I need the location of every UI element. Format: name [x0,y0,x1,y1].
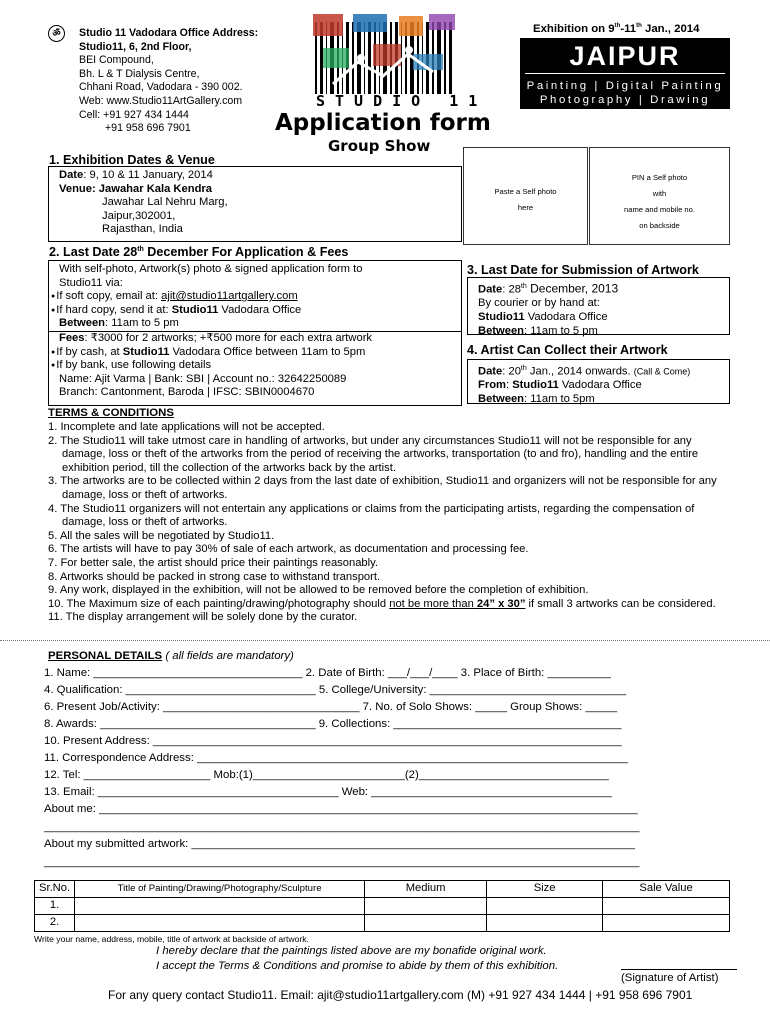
terms-item: 9. Any work, displayed in the exhibition, will not be allowed to be removed before the completion of exhibition. [48,584,589,597]
size-cell[interactable] [487,915,603,932]
sale-value-cell[interactable] [603,898,730,915]
size-cell[interactable] [487,898,603,915]
banner-divider [525,73,725,74]
date-line: Date: 28th December, 2013 [478,281,619,296]
instruction-line: With self-photo, Artwork(s) photo & signed application form to [59,263,363,275]
correspondence-address-field[interactable]: 11. Correspondence Address: ____________________________________________________________________ [44,752,628,764]
address-line: Cell: +91 927 434 1444 [79,108,189,121]
soft-copy-line: ● If soft copy, email at: ajit@studio11artgallery.com [49,290,461,304]
qualification-field[interactable]: 4. Qualification: ______________________________ 5. College/University: _______________________________ [44,684,627,696]
contact-footer: For any query contact Studio11. Email: ajit@studio11artgallery.com (M) +91 927 434 1444 | +91 958 696 7901 [108,988,693,1002]
terms-item: 11. The display arrangement will be solely done by the curator. [48,611,358,624]
office-address [79,27,258,136]
date-line: Date: 20th Jan., 2014 onwards. (Call & Come) [478,365,691,378]
photo-instruction: name and mobile no. [624,205,695,214]
page-subtitle: Group Show [328,137,431,155]
about-me-field[interactable]: About me: _____________________________________________________________________________________ [44,803,638,815]
present-address-field[interactable]: 10. Present Address: __________________________________________________________________________ [44,735,622,747]
declaration-line: I hereby declare that the paintings listed above are my bonafide original work. [156,945,547,957]
terms-item: 5. All the sales will be negotiated by Studio11. [48,529,275,542]
col-header: Medium [365,881,487,898]
col-header: Sr.No. [35,881,75,898]
terms-item: 4. The Studio11 organizers will not entertain any applications or claims from the participating artists, regarding the compensation of damage, loss or theft of artworks. [48,502,695,529]
date-line: Date: 9, 10 & 11 January, 2014 [59,169,213,181]
table-row [35,915,730,932]
cash-line: ● If by cash, at Studio11 Vadodara Office between 11am to 5pm [49,346,461,360]
city-name: JAIPUR [569,41,681,71]
bank-details: Name: Ajit Varma | Bank: SBI | Account no.: 32642250089 [59,372,347,385]
declaration-line: I accept the Terms & Conditions and promise to abide by them of this exhibition. [156,960,559,972]
terms-item: 8. Artworks should be packed in strong case to withstand transport. [48,570,381,583]
terms-item: 1. Incomplete and late applications will not be accepted. [48,421,325,433]
medium-cell[interactable] [365,915,487,932]
email-link[interactable]: ajit@studio11artgallery.com [161,290,298,303]
terms-item: 2. The Studio11 will take utmost care in handling of artworks, but under any circumstances Studio11 will not be responsible for any damage, loss or theft of the artworks from the period of receiving the artworks, transportation (to and fro), handling and the entire exhibition period, till the collection of the artworks back by the artist. [48,434,699,474]
venue-address-line: Jaipur,302001, [102,209,176,222]
pin-photo-box [589,147,730,245]
submission-box [467,277,730,335]
paste-photo-box [463,147,588,245]
personal-details-heading: PERSONAL DETAILS ( all fields are mandatory) [48,650,294,662]
about-artwork-field-cont[interactable]: ______________________________________________________________________________________________ [44,856,640,868]
address-title: Studio 11 Vadodara Office Address: [79,27,259,39]
artwork-note: Write your name, address, mobile, title of artwork at backside of artwork. [34,934,309,944]
title-cell[interactable] [75,915,365,932]
exhibition-dates-heading: Exhibition on 9th-11th Jan., 2014 [533,23,700,35]
about-me-field-cont[interactable]: ______________________________________________________________________________________________ [44,821,640,833]
col-header: Title of Painting/Drawing/Photography/Sculpture [75,881,365,898]
address-line: Bh. L & T Dialysis Centre, [79,67,200,80]
office-line: Studio11 Vadodara Office [478,310,608,323]
section-heading-fees: 2. Last Date 28th December For Application & Fees [49,245,349,259]
sale-value-cell[interactable] [603,915,730,932]
signature-label: (Signature of Artist) [621,972,719,984]
terms-item: 3. The artworks are to be collected within 2 days from the last date of exhibition, Studio11 and organizers will not be responsible for any damage, loss or theft of artworks. [48,475,717,501]
photo-instruction: on backside [639,221,680,230]
section-heading-submission: 3. Last Date for Submission of Artwork [467,263,699,277]
terms-item: 10. The Maximum size of each painting/drawing/photography should not be more than 24” x 30” if small 3 artworks can be considered. [48,597,716,610]
fees-box [48,260,462,406]
email-field[interactable]: 13. Email: ______________________________________ Web: ______________________________________ [44,786,612,798]
photo-instruction: PIN a Self photo [631,173,688,182]
terms-list [48,421,738,625]
photo-instruction: with [652,189,667,198]
address-line: Studio11, 6, 2nd Floor, [79,40,192,53]
awards-field[interactable]: 8. Awards: __________________________________ 9. Collections: ____________________________________ [44,718,622,730]
sr-no-cell: 1. [35,898,75,915]
table-header-row [35,881,730,898]
address-line: Web: www.Studio11ArtGallery.com [79,94,243,107]
instruction-line: By courier or by hand at: [478,297,600,310]
studio11-logo-text: STUDIO 11 [316,92,488,110]
tel-field[interactable]: 12. Tel: ____________________ Mob:(1)________________________(2)______________________________ [44,769,609,781]
photo-instruction: Paste a Self photo [494,187,557,196]
genres-line: Painting | Digital Painting [526,79,724,92]
hard-copy-line: ● If hard copy, send it at: Studio11 Vadodara Office [49,304,461,318]
timing-line: Between: 11am to 5 pm [59,317,179,330]
terms-item: 6. The artists will have to pay 30% of sale of each artwork, as documentation and processing fee. [48,543,529,556]
title-cell[interactable] [75,898,365,915]
address-line: BEI Compound, [79,54,154,67]
timing-line: Between: 11am to 5pm [478,392,595,405]
timing-line: Between: 11am to 5 pm [478,324,598,337]
terms-heading: TERMS & CONDITIONS [48,407,174,419]
address-line: +91 958 696 7901 [105,122,191,135]
terms-item: 7. For better sale, the artist should price their paintings reasonably. [48,556,378,569]
venue-box [48,166,462,242]
section-heading-venue: 1. Exhibition Dates & Venue [49,153,215,167]
address-line: Chhani Road, Vadodara - 390 002. [79,81,243,94]
om-logo-icon: ॐ [48,25,65,42]
section-heading-collect: 4. Artist Can Collect their Artwork [467,343,668,357]
signature-line[interactable] [621,969,737,970]
fees-line: Fees: ₹3000 for 2 artworks; +₹500 more for each extra artwork [59,331,373,344]
medium-cell[interactable] [365,898,487,915]
sr-no-cell: 2. [35,915,75,932]
collect-box [467,359,730,404]
bank-line: ● If by bank, use following details [49,359,461,373]
name-dob-field[interactable]: 1. Name: _________________________________ 2. Date of Birth: ___/___/____ 3. Place of Birth: __________ [44,667,611,679]
city-banner [520,38,730,109]
venue-address-line: Jawahar Lal Nehru Marg, [102,196,228,209]
from-line: From: Studio11 Vadodara Office [478,379,642,392]
bank-details: Branch: Cantonment, Baroda | IFSC: SBIN0004670 [59,386,315,399]
instruction-line: Studio11 via: [59,276,123,289]
genres-line: Photography | Drawing [539,93,711,106]
col-header: Sale Value [603,881,730,898]
job-shows-field[interactable]: 6. Present Job/Activity: _______________________________ 7. No. of Solo Shows: _____ Group Shows: _____ [44,701,618,713]
page-title: Application form [275,110,491,136]
col-header: Size [487,881,603,898]
venue-address-line: Rajasthan, India [102,223,183,236]
venue-line: Venue: Jawahar Kala Kendra [59,182,212,195]
about-artwork-field[interactable]: About my submitted artwork: ______________________________________________________________________ [44,838,635,850]
photo-instruction: here [517,203,534,212]
dotted-separator [0,640,770,641]
artwork-table [34,880,730,932]
table-row [35,898,730,915]
